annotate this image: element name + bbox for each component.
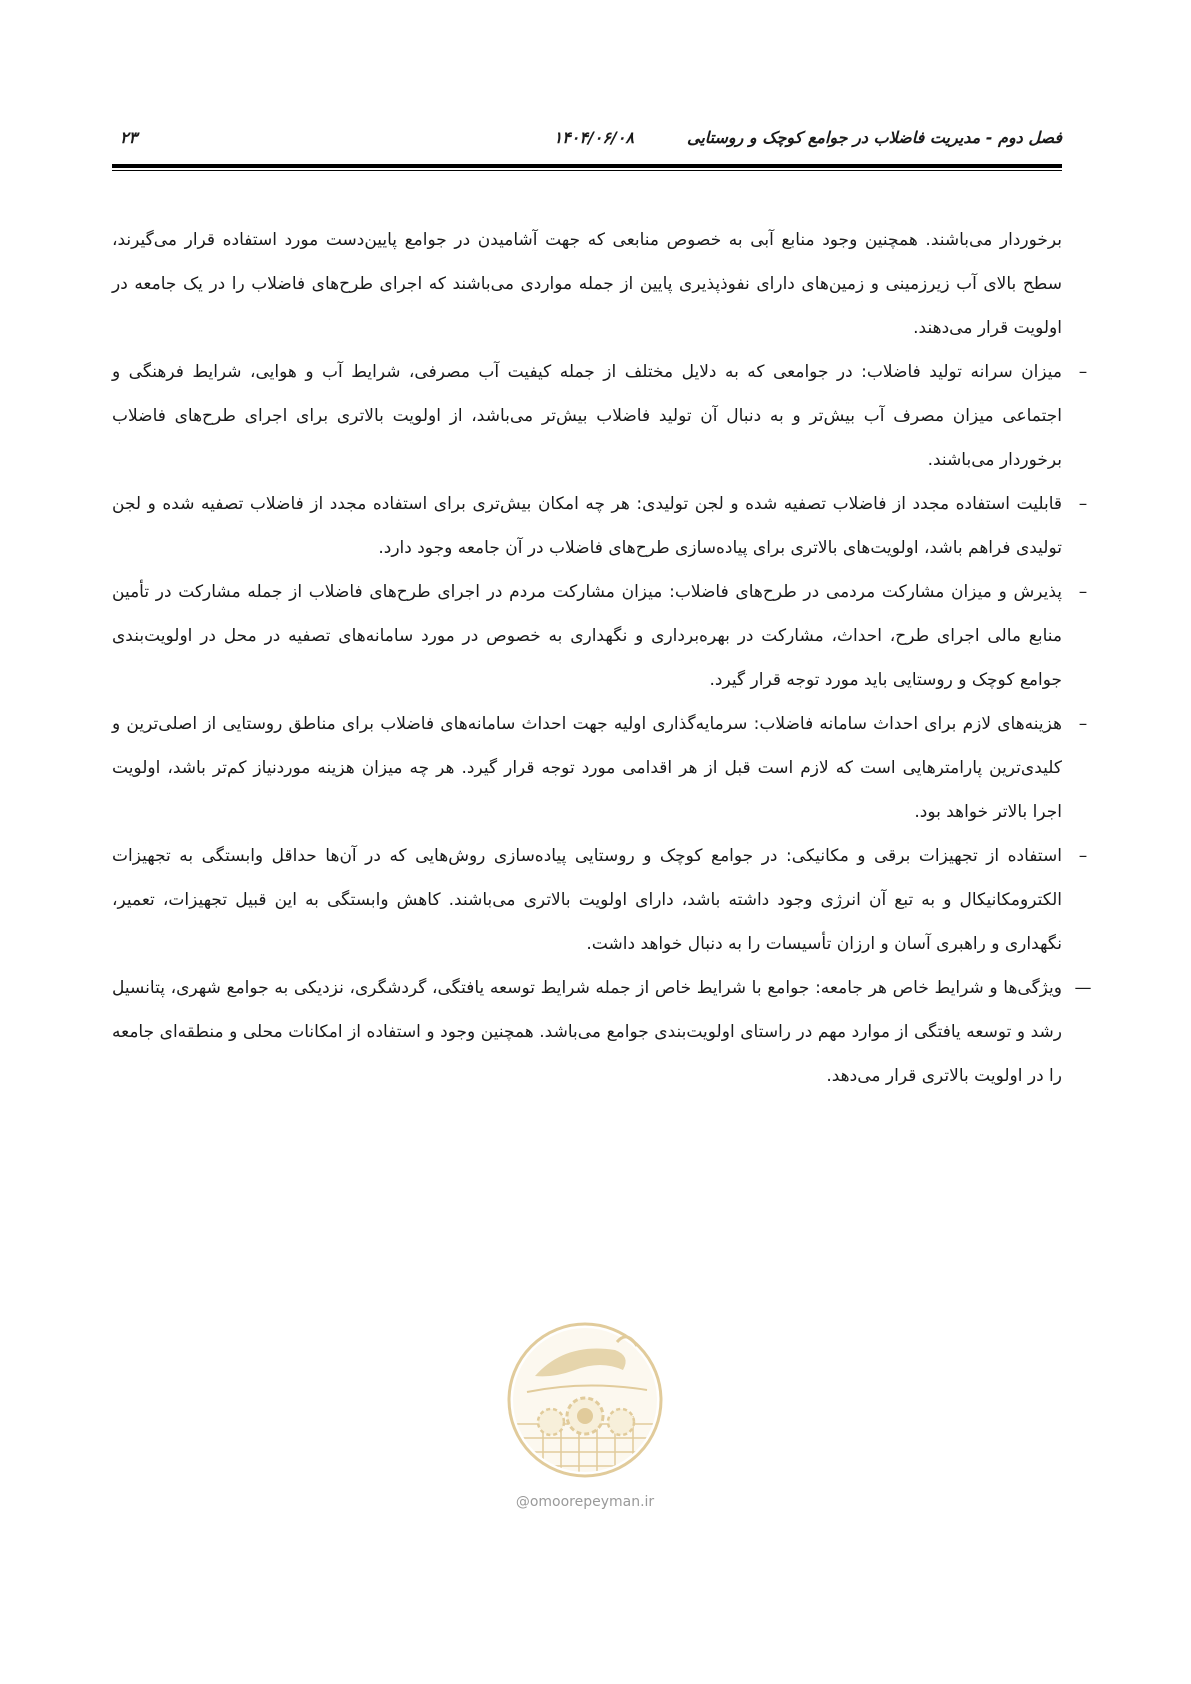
list-item: [112, 834, 1088, 966]
dash-bullet-icon: –: [1078, 714, 1088, 734]
criteria-list: [112, 350, 1092, 1098]
chapter-title: فصل دوم - مدیریت فاضلاب در جوامع کوچک و روستایی: [686, 128, 1062, 147]
list-item-text: ویژگی‌ها و شرایط خاص هر جامعه: جوامع با شرایط خاص از جمله شرایط توسعه یافتگی، گردشگری، نزدیکی به جوامع شهری، پتانسیل رشد و توسعه یافتگی از موارد مهم در راستای اولویت‌بندی جوامع می‌باشد. همچنین وجود و استفاده از امکانات محلی و منطقه‌ای جامعه را در اولویت بالاتری قرار می‌دهد.: [112, 978, 1062, 1086]
watermark-logo-icon: [505, 1320, 665, 1480]
dash-bullet-icon: –: [1078, 362, 1088, 382]
watermark-url: @omoorepeyman.ir: [515, 1494, 655, 1510]
list-item: [112, 482, 1088, 570]
intro-paragraph: برخوردار می‌باشند. همچنین وجود منابع آبی به خصوص منابعی که جهت آشامیدن در جوامع پایین‌دست مورد استفاده قرار می‌گیرند، سطح بالای آب زیرزمینی و زمین‌های دارای نفوذپذیری پایین از جمله مواردی می‌باشند که اجرای طرح‌های فاضلاب را در یک جامعه در اولویت قرار می‌دهند.: [112, 230, 1062, 338]
page-number: ۲۳: [120, 128, 138, 147]
header-rule: [112, 164, 1062, 168]
dash-bullet-icon: —: [1074, 978, 1092, 998]
list-item: [112, 966, 1092, 1098]
list-item-text: هزینه‌های لازم برای احداث سامانه فاضلاب: سرمایه‌گذاری اولیه جهت احداث سامانه‌های فاضلاب برای مناطق روستایی از اصلی‌ترین و کلیدی‌ترین پارامترهایی است که لازم است قبل از هر اقدامی مورد توجه قرار گیرد. هر چه میزان هزینه موردنیاز کم‌تر باشد، اولویت اجرا بالاتر خواهد بود.: [112, 714, 1062, 822]
list-item-text: پذیرش و میزان مشارکت مردمی در طرح‌های فاضلاب: میزان مشارکت مردم در اجرای طرح‌های فاضلاب از جمله مشارکت در تأمین منابع مالی اجرای طرح، احداث، مشارکت در بهره‌برداری و نگهداری به خصوص در مورد سامانه‌های تصفیه در محل در اولویت‌بندی جوامع کوچک و روستایی باید مورد توجه قرار گیرد.: [112, 582, 1062, 690]
dash-bullet-icon: –: [1078, 846, 1088, 866]
list-item-text: استفاده از تجهیزات برقی و مکانیکی: در جوامع کوچک و روستایی پیاده‌سازی روش‌هایی که در آن‌ها حداقل وابستگی به تجهیزات الکترومکانیکال و به تبع آن انرژی وجود داشته باشد، دارای اولویت بالاتری می‌باشند. کاهش وابستگی به این قبیل تجهیزات، تعمیر، نگهداری و راهبری آسان و ارزان تأسیسات را به دنبال خواهد داشت.: [112, 846, 1062, 954]
dash-bullet-icon: –: [1078, 494, 1088, 514]
page-body: [112, 218, 1092, 1098]
list-item-text: میزان سرانه تولید فاضلاب: در جوامعی که به دلایل مختلف از جمله کیفیت آب مصرفی، شرایط آب و هوایی، شرایط فرهنگی و اجتماعی میزان مصرف آب بیش‌تر و به دنبال آن تولید فاضلاب بیش‌تر می‌باشد، از اولویت بالاتری برای اجرای طرح‌های فاضلاب برخوردار می‌باشند.: [112, 362, 1062, 470]
header-date: ۱۴۰۴/۰۶/۰۸: [553, 128, 634, 147]
list-item: [112, 350, 1088, 482]
header-rule-thin: [112, 170, 1062, 171]
dash-bullet-icon: –: [1078, 582, 1088, 602]
list-item: [112, 702, 1088, 834]
list-item: [112, 570, 1088, 702]
page-header: [112, 128, 1062, 158]
list-item-text: قابلیت استفاده مجدد از فاضلاب تصفیه شده و لجن تولیدی: هر چه امکان بیش‌تری برای استفاده مجدد از فاضلاب تصفیه شده و لجن تولیدی فراهم باشد، اولویت‌های بالاتری برای پیاده‌سازی طرح‌های فاضلاب در آن جامعه وجود دارد.: [112, 494, 1062, 558]
